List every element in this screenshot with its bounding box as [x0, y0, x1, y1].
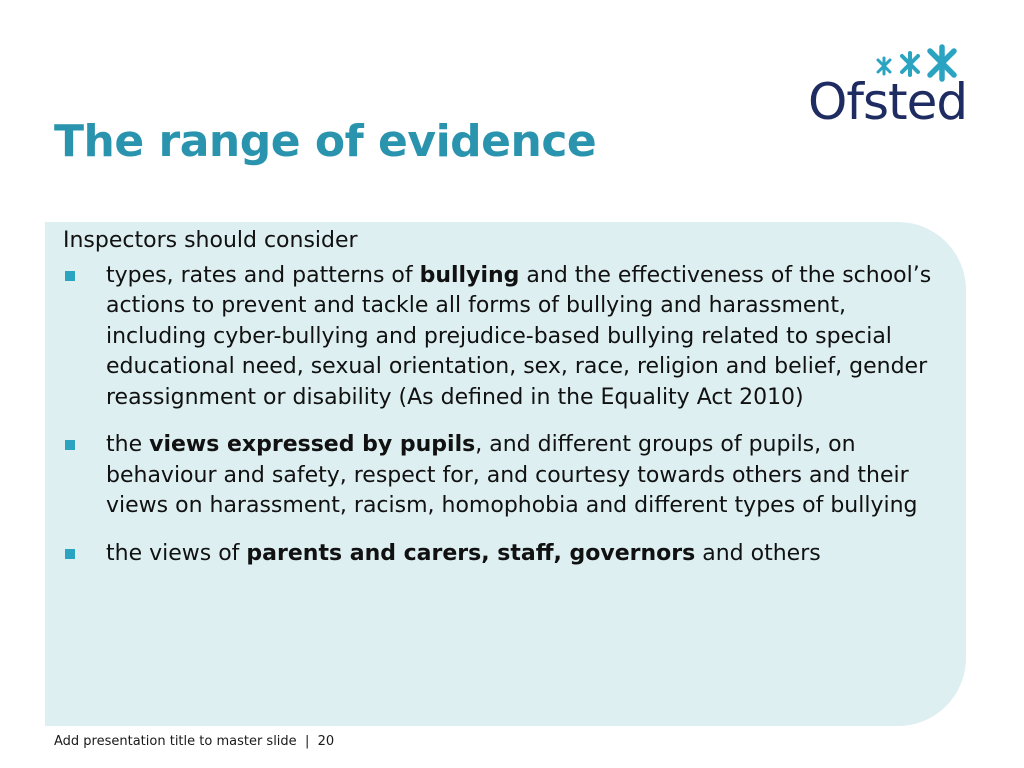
page-number: 20	[317, 734, 335, 749]
bullet-text-after: and others	[695, 540, 821, 566]
slide-title: The range of evidence	[54, 116, 597, 167]
square-bullet-icon	[65, 440, 75, 450]
square-bullet-icon	[65, 271, 75, 281]
square-bullet-icon	[65, 549, 75, 559]
bullet-text-bold: parents and carers, staff, governors	[246, 540, 696, 566]
intro-text: Inspectors should consider	[63, 228, 358, 253]
bullet-text-before: the	[106, 432, 150, 457]
bullet-item	[63, 261, 943, 414]
bullet-text-after: and the effectiveness of the school’s actions to prevent and tackle all forms of bullying and harassment, including cyber-bullying and prejudice-based bullying related to special educational need, sexual orientation, sex, race, religion and belief, gender reassignment or disability (As defined in the Equality Act 2010)	[106, 262, 932, 410]
bullet-item	[63, 539, 943, 570]
bullet-item	[63, 430, 943, 522]
footer-title: Add presentation title to master slide	[54, 734, 297, 749]
ofsted-logo	[808, 44, 980, 134]
logo-wordmark: Ofsted	[808, 73, 968, 131]
bullet-text-before: types, rates and patterns of	[106, 262, 420, 288]
slide-content	[63, 226, 943, 586]
slide-footer	[54, 733, 334, 751]
footer-separator: |	[304, 734, 310, 749]
bullet-text-after: , and different groups of pupils, on behaviour and safety, respect for, and courtesy towards others and their views on harassment, racism, homophobia and different types of bullying	[106, 432, 918, 518]
bullet-text-bold: bullying	[419, 262, 520, 288]
bullet-list	[63, 261, 943, 570]
bullet-text-bold: views expressed by pupils	[149, 432, 476, 457]
bullet-text-before: the views of	[106, 540, 247, 566]
